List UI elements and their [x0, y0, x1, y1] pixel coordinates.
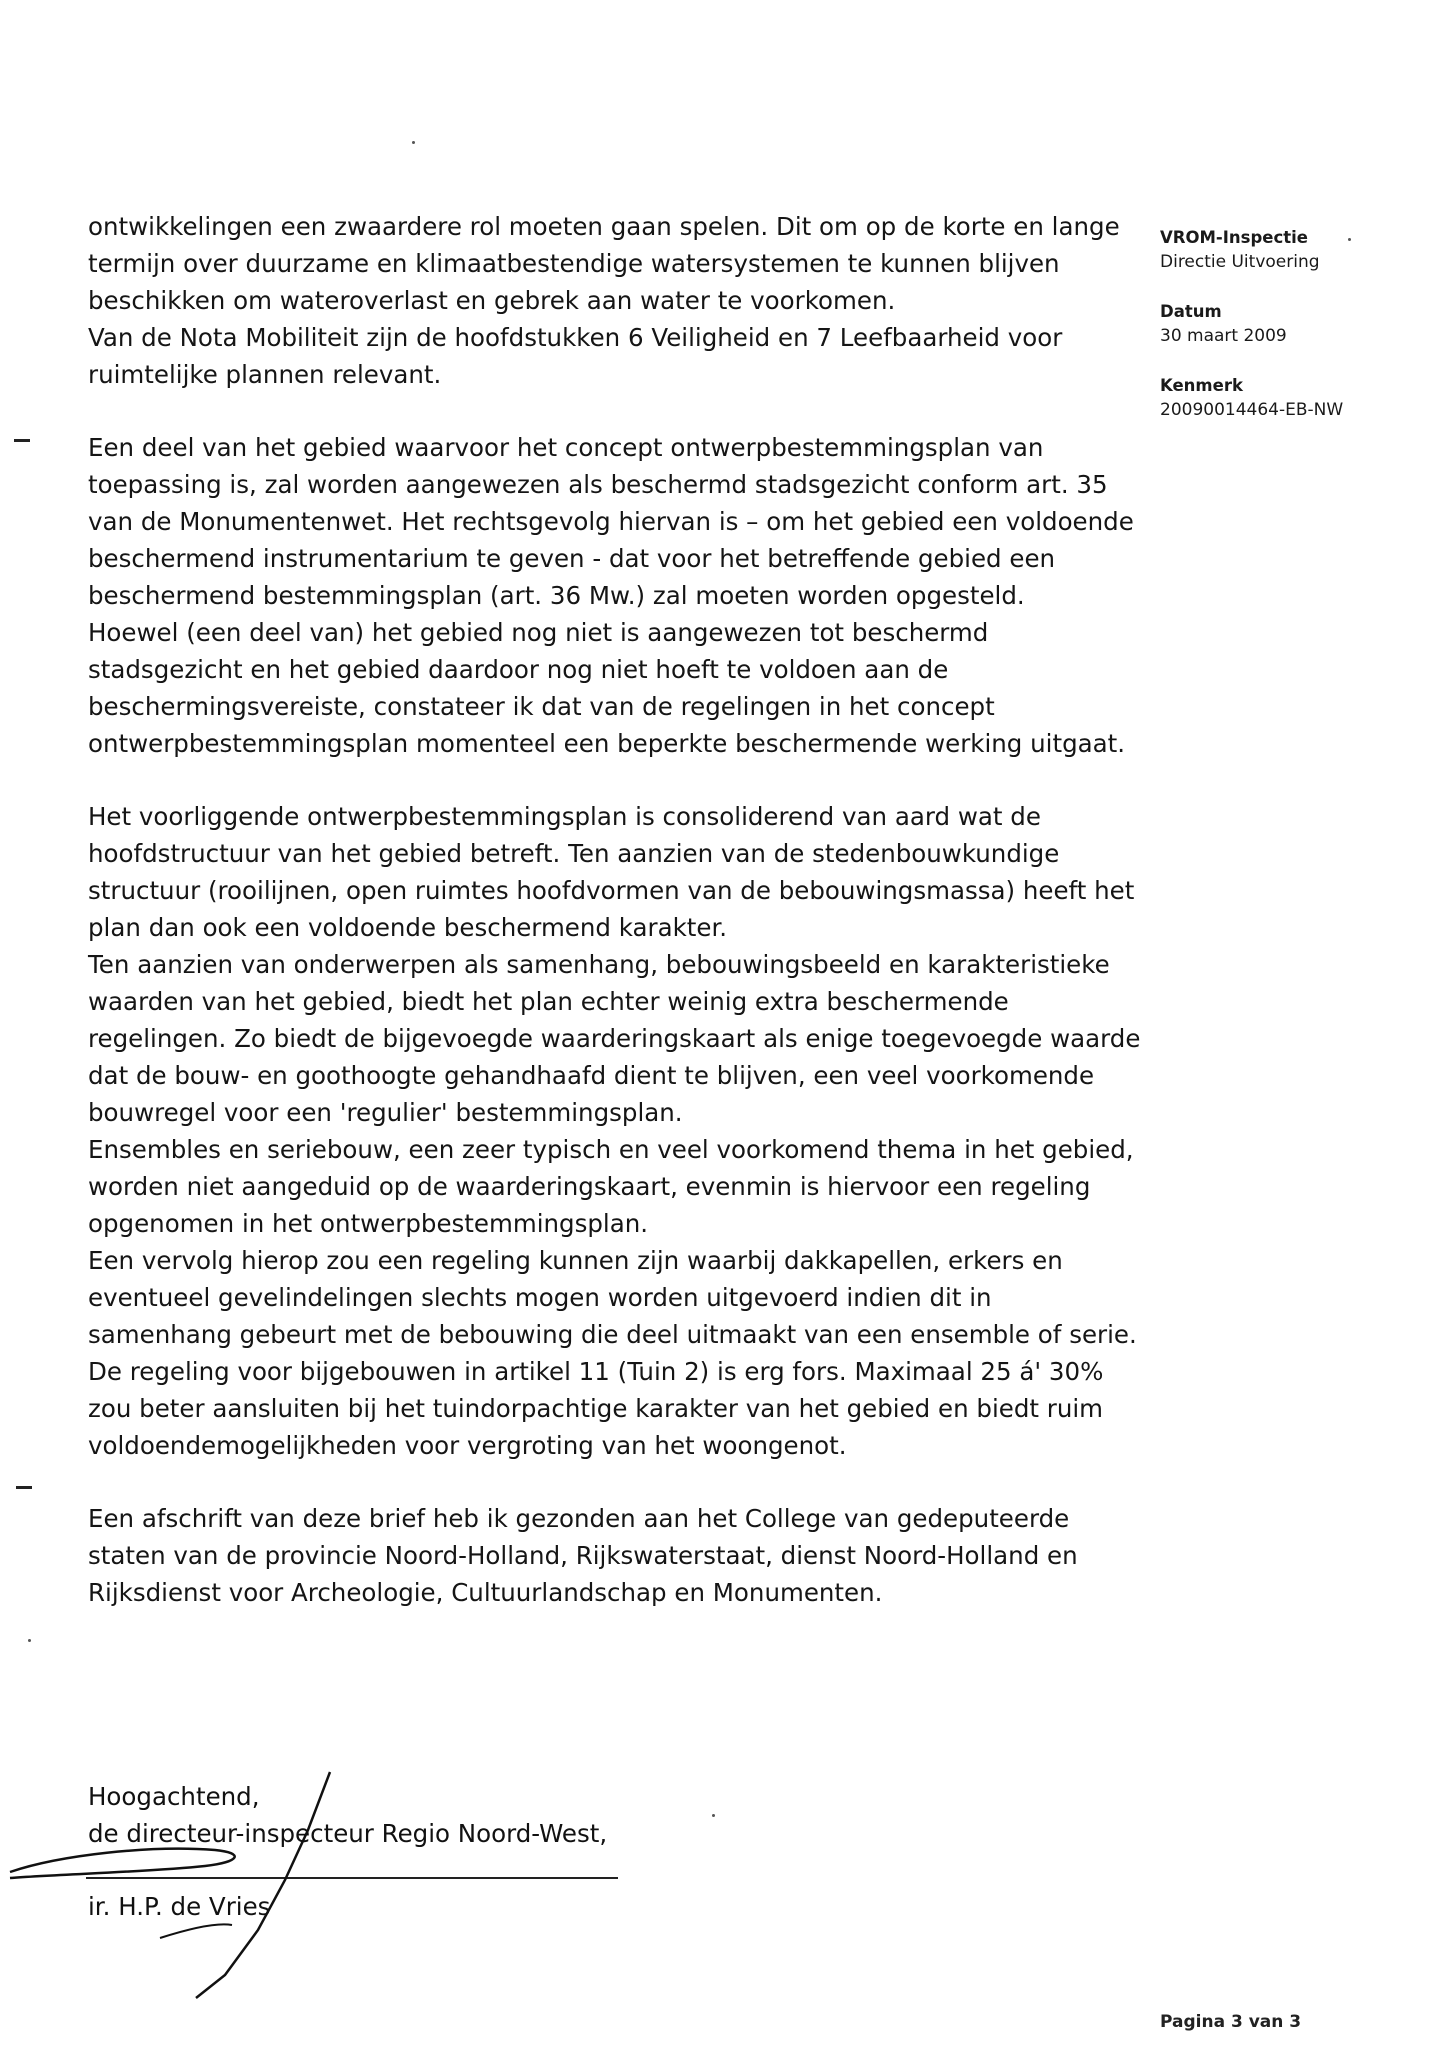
letter-sidebar	[1160, 226, 1400, 448]
margin-mark	[14, 439, 30, 442]
margin-mark	[16, 1486, 32, 1489]
scan-speck	[712, 1814, 715, 1817]
scan-speck	[1348, 238, 1351, 241]
paragraph: Het voorliggende ontwerpbestemmingsplan is consoliderend van aard wat de hoofdstructuur van het gebied betreft. Ten aanzien van de stedenbouwkundige structuur (rooilijnen, open ruimtes hoofdvormen van de bebouwingsmassa) heeft het plan dan ook een voldoende beschermend karakter.	[88, 802, 1135, 942]
paragraph: Een afschrift van deze brief heb ik gezonden aan het College van gedeputeerde staten van de provincie Noord-Holland, Rijkswaterstaat, dienst Noord-Holland en Rijksdienst voor Archeologie, Cultuurlandschap en Monumenten.	[88, 1504, 1078, 1607]
org-subtitle: Directie Uitvoering	[1160, 252, 1320, 272]
date-label: Datum	[1160, 302, 1222, 321]
paragraph: Een vervolg hierop zou een regeling kunnen zijn waarbij dakkapellen, erkers en eventueel gevelindelingen slechts mogen worden uitgevoerd indien dit in samenhang gebeurt met de bebouwing die deel uitmaakt van een ensemble of serie.	[88, 1246, 1137, 1349]
paragraph: Van de Nota Mobiliteit zijn de hoofdstukken 6 Veiligheid en 7 Leefbaarheid voor ruimtelijke plannen relevant.	[88, 323, 1063, 389]
signatory-name: ir. H.P. de Vries	[88, 1892, 271, 1921]
reference-block	[1160, 374, 1400, 422]
org-block	[1160, 226, 1400, 274]
closing-block	[88, 1778, 607, 1852]
signature-line	[86, 1877, 618, 1879]
paragraph: Ten aanzien van onderwerpen als samenhang, bebouwingsbeeld en karakteristieke waarden van het gebied, biedt het plan echter weinig extra beschermende regelingen. Zo biedt de bijgevoegde waarderingskaart als enige toegevoegde waarde dat de bouw- en goothoogte gehandhaafd dient te blijven, een veel voorkomende bouwregel voor een 'regulier' bestemmingsplan.	[88, 950, 1141, 1127]
paragraph: Een deel van het gebied waarvoor het concept ontwerpbestemmingsplan van toepassing is, zal worden aangewezen als beschermd stadsgezicht conform art. 35 van de Monumentenwet. Het rechtsgevolg hiervan is – om het gebied een voldoende beschermend instrumentarium te geven - dat voor het betreffende gebied een beschermend bestemmingsplan (art. 36 Mw.) zal moeten worden opgesteld.	[88, 433, 1134, 610]
scan-speck	[412, 141, 415, 144]
reference-value: 20090014464-EB-NW	[1160, 400, 1344, 420]
signatory-role: de directeur-inspecteur Regio Noord-West,	[88, 1819, 608, 1848]
paragraph: Ensembles en seriebouw, een zeer typisch en veel voorkomend thema in het gebied, worden niet aangeduid op de waarderingskaart, evenmin is hiervoor een regeling opgenomen in het ontwerpbestemmingsplan.	[88, 1135, 1134, 1238]
page-number: Pagina 3 van 3	[1160, 2012, 1302, 2032]
org-title: VROM-Inspectie	[1160, 228, 1308, 247]
paragraph: ontwikkelingen een zwaardere rol moeten gaan spelen. Dit om op de korte en lange termijn over duurzame en klimaatbestendige watersystemen te kunnen blijven beschikken om wateroverlast en gebrek aan water te voorkomen.	[88, 212, 1120, 315]
letter-body	[88, 208, 1143, 1611]
date-block	[1160, 300, 1400, 348]
paragraph: De regeling voor bijgebouwen in artikel 11 (Tuin 2) is erg fors. Maximaal 25 á' 30% zou beter aansluiten bij het tuindorpachtige karakter van het gebied en biedt ruim voldoendemogelijkheden voor vergroting van het woongenot.	[88, 1357, 1104, 1460]
date-value: 30 maart 2009	[1160, 326, 1287, 346]
scan-speck	[28, 1639, 31, 1642]
greeting: Hoogachtend,	[88, 1782, 260, 1811]
paragraph: Hoewel (een deel van) het gebied nog niet is aangewezen tot beschermd stadsgezicht en het gebied daardoor nog niet hoeft te voldoen aan de beschermingsvereiste, constateer ik dat van de regelingen in het concept ontwerpbestemmingsplan momenteel een beperkte beschermende werking uitgaat.	[88, 618, 1126, 758]
reference-label: Kenmerk	[1160, 376, 1243, 395]
